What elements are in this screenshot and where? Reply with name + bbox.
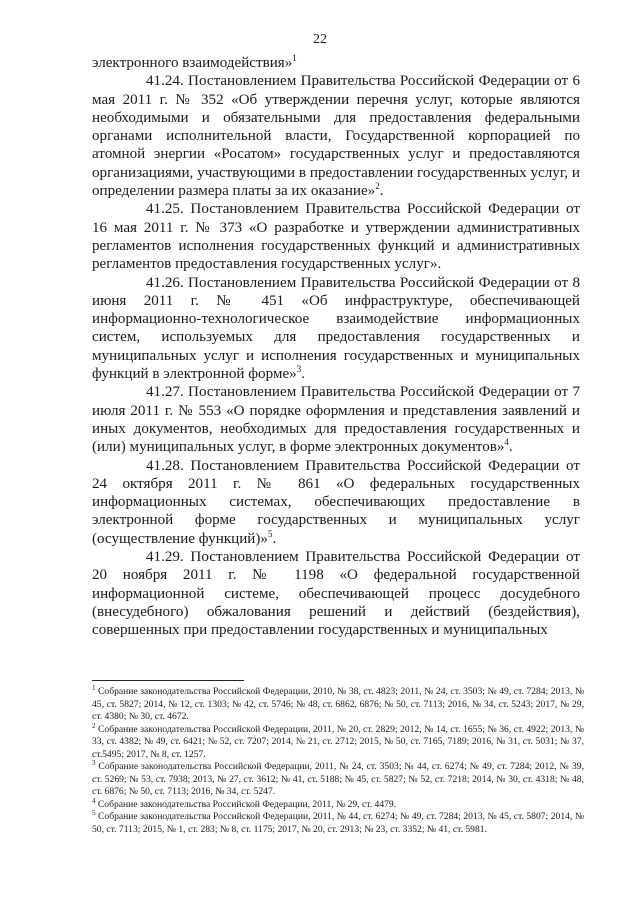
footnote-number: 4 <box>92 796 96 805</box>
footnote-number: 2 <box>92 721 96 730</box>
footnote-text: Собрание законодательства Российской Федерации, 2011, № 24, ст. 3503; № 44, ст. 6274; № 49, ст. 7284; 2012, № 39, ст. 5269; № 53, ст. 7938; 2013, № 27, ст. 3612; № 41, ст. 5188; № 45, ст. 5827; № 52, ст. 7218; 2014, № 30, ст. 4318; № 48, ст. 6876; № 50, ст. 7113; 2016, № 34, ст. 5247. <box>92 761 585 797</box>
footnote <box>92 758 585 799</box>
footnote-number: 5 <box>92 808 96 817</box>
footnote <box>92 808 584 836</box>
footnote-ref: 1 <box>292 52 297 63</box>
page-number: 22 <box>313 32 327 47</box>
footnote <box>92 721 584 762</box>
list-item <box>92 72 580 200</box>
list-item-end: . <box>508 439 513 456</box>
footnote-ref: 3 <box>296 364 302 375</box>
list-item-text: 41.28. Постановлением Правительства Российской Федерации от 24 октября 2011 г. № 861 «О федеральных государственных информационных системах, обеспечивающих предоставление в электронной форме государственных и муниципальных услуг (осуществление функций)» <box>92 457 580 547</box>
footnote-text: Собрание законодательства Российской Федерации, 2010, № 38, ст. 4823; 2011, № 24, ст. 3503; № 49, ст. 7284; 2013, № 45, ст. 5827; 2014, № 12, ст. 1303; № 42, ст. 5746; № 48, ст. 6862, 6876; № 50, ст. 7113; 2016, № 34, ст. 5243; 2017, № 29, ст. 4380; № 30, ст. 4672. <box>92 686 584 722</box>
footnotes <box>92 683 585 836</box>
document-body <box>92 54 580 640</box>
footnote-ref: 2 <box>375 181 380 192</box>
list-item <box>92 548 580 639</box>
list-item-end: . <box>379 183 384 200</box>
footnote-number: 1 <box>92 683 96 692</box>
footnote-number: 3 <box>92 758 96 767</box>
list-item-text: 41.29. Постановлением Правительства Российской Федерации от 20 ноября 2011 г. № 1198 «О федеральной государственной информационной системе, обеспечивающей процесс досудебного (внесудебного) обжалования решений и действий (бездействия), совершенных при предоставлении государственных и муниципальных <box>92 549 580 639</box>
list-item-end: . <box>301 366 305 383</box>
footnote-divider <box>92 680 244 681</box>
footnote-text: Собрание законодательства Российской Федерации, 2011, № 44, ст. 6274; № 49, ст. 7284; 2013, № 45, ст. 5807; 2014, № 50, ст. 7113; 2015, № 1, ст. 283; № 8, ст. 1175; 2017, № 20, ст. 2913; № 23, ст. 3352; № 41, ст. 5981. <box>92 811 584 835</box>
continuation-paragraph <box>92 54 580 72</box>
list-item-text: 41.25. Постановлением Правительства Российской Федерации от 16 мая 2011 г. № 373 «О разработке и утверждении административных регламентов исполнения государственных функций и административных регламентов предоставления государственных услуг». <box>92 201 580 273</box>
list-item <box>92 457 580 548</box>
footnote-ref: 5 <box>267 528 273 539</box>
list-item <box>92 200 580 273</box>
footnote-text: Собрание законодательства Российской Федерации, 2011, № 20, ст. 2829; 2012, № 14, ст. 1655; № 36, ст. 4922; 2013, № 33, ст. 4382; № 49, ст. 6421; № 52, ст. 7207; 2014, № 21, ст. 2712; 2015, № 50, ст. 7165, 7189; 2016, № 31, ст. 5031; № 37, ст.5495; 2017, № 8, ст. 1257. <box>92 723 584 760</box>
footnote-ref: 4 <box>504 437 509 448</box>
continuation-text: электронного взаимодействия» <box>92 55 293 71</box>
list-item-text: 41.27. Постановлением Правительства Российской Федерации от 7 июля 2011 г. № 553 «О порядке оформления и представления заявлений и иных документов, необходимых для предоставления государственных и (или) муниципальных услуг, в форме электронных документов» <box>92 384 580 456</box>
list-item-text: 41.24. Постановлением Правительства Российской Федерации от 6 мая 2011 г. № 352 «Об утверждении перечня услуг, которые являются необходимыми и обязательными для предоставления федеральными органами исполнительной власти, Государственной корпорацией по атомной энергии «Росатом» государственных услуг и предоставляются организациями, участвующими в предоставлении государственных услуг, и определении размера платы за их оказание» <box>92 73 580 200</box>
footnote <box>92 796 584 812</box>
list-item <box>92 274 580 384</box>
footnote-text: Собрание законодательства Российской Федерации, 2011, № 29, ст. 4479. <box>97 798 397 810</box>
list-item <box>92 383 580 456</box>
footnote <box>92 683 584 724</box>
list-item-end: . <box>272 530 277 547</box>
list-item-text: 41.26. Постановлением Правительства Российской Федерации от 8 июня 2011 г. № 451 «Об инфраструктуре, обеспечивающей информационно-технологическое взаимодействие информационных систем, используемых для предоставления государственных и муниципальных услуг и исполнения государственных и муниципальных функций в электронной форме» <box>92 274 580 383</box>
